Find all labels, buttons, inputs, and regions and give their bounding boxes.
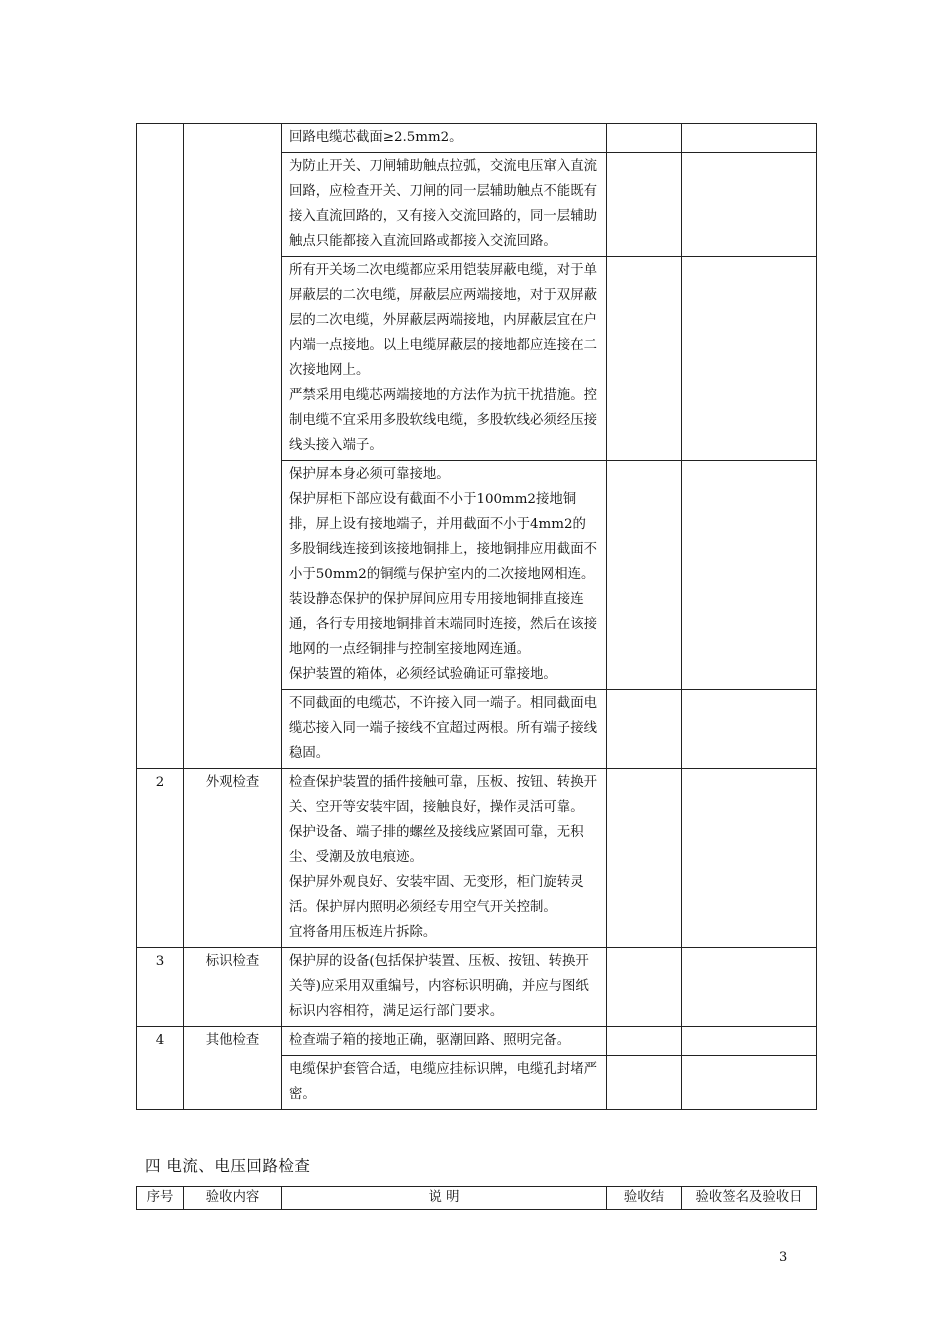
result-cell[interactable] (607, 257, 682, 461)
signature-cell[interactable] (682, 153, 817, 257)
signature-cell[interactable] (682, 124, 817, 153)
table-row (137, 948, 817, 1027)
item-description (282, 153, 607, 257)
signature-cell[interactable] (682, 1056, 817, 1110)
signature-cell[interactable] (682, 769, 817, 948)
item-number (137, 124, 184, 769)
description-paragraph: 保护屏外观良好、安装牢固、无变形，柜门旋转灵活。保护屏内照明必须经专用空气开关控制。 (289, 875, 584, 915)
result-cell[interactable] (607, 769, 682, 948)
signature-cell[interactable] (682, 1027, 817, 1056)
result-cell[interactable] (607, 153, 682, 257)
item-description (282, 690, 607, 769)
signature-cell[interactable] (682, 257, 817, 461)
description-paragraph: 检查端子箱的接地正确，驱潮回路、照明完备。 (289, 1033, 571, 1048)
item-description (282, 124, 607, 153)
item-description (282, 948, 607, 1027)
description-paragraph: 电缆保护套管合适，电缆应挂标识牌，电缆孔封堵严密。 (289, 1062, 597, 1102)
table-row (137, 1027, 817, 1056)
description-paragraph: 检查保护装置的插件接触可靠，压板、按钮、转换开关、空开等安装牢固，接触良好，操作灵活可靠。 (289, 775, 597, 815)
description-paragraph: 不同截面的电缆芯，不许接入同一端子。相同截面电缆芯接入同一端子接线不宜超过两根。所有端子接线稳固。 (289, 696, 597, 761)
page-number: 3 (779, 1250, 788, 1265)
header-signature: 验收签名及验收日 (682, 1187, 817, 1210)
signature-cell[interactable] (682, 690, 817, 769)
header-no: 序号 (137, 1187, 184, 1210)
signature-cell[interactable] (682, 461, 817, 690)
table-row (137, 124, 817, 153)
description-paragraph: 回路电缆芯截面≥2.5mm2。 (289, 130, 463, 145)
header-content: 验收内容 (184, 1187, 282, 1210)
description-paragraph: 严禁采用电缆芯两端接地的方法作为抗干扰措施。控制电缆不宜采用多股软线电缆，多股软线必须经压接线头接入端子。 (289, 388, 597, 453)
header-description: 说 明 (282, 1187, 607, 1210)
section-header-table (136, 1186, 817, 1210)
description-paragraph: 宜将备用压板连片拆除。 (289, 925, 437, 940)
signature-cell[interactable] (682, 948, 817, 1027)
checklist-body (137, 124, 817, 1110)
result-cell[interactable] (607, 1027, 682, 1056)
section-title: 四 电流、电压回路检查 (145, 1157, 311, 1175)
item-name: 外观检查 (184, 769, 282, 948)
description-paragraph: 保护设备、端子排的螺丝及接线应紧固可靠，无积尘、受潮及放电痕迹。 (289, 825, 584, 865)
item-description (282, 1056, 607, 1110)
item-description (282, 769, 607, 948)
item-number: 4 (137, 1027, 184, 1110)
item-description (282, 461, 607, 690)
description-paragraph: 所有开关场二次电缆都应采用铠装屏蔽电缆，对于单屏蔽层的二次电缆，屏蔽层应两端接地，对于双屏蔽层的二次电缆，外屏蔽层两端接地，内屏蔽层宜在户内端一点接地。以上电缆屏蔽层的接地都应连接在二次接地网上。 (289, 263, 597, 378)
header-result: 验收结 (607, 1187, 682, 1210)
item-number: 2 (137, 769, 184, 948)
result-cell[interactable] (607, 948, 682, 1027)
item-name (184, 124, 282, 769)
description-paragraph: 保护屏的设备(包括保护装置、压板、按钮、转换开关等)应采用双重编号，内容标识明确，并应与图纸标识内容相符，满足运行部门要求。 (289, 954, 589, 1019)
result-cell[interactable] (607, 124, 682, 153)
description-paragraph: 保护装置的箱体，必须经试验确证可靠接地。 (289, 667, 557, 682)
checklist-table (136, 123, 817, 1110)
header-row (137, 1187, 817, 1210)
description-paragraph: 保护屏本身必须可靠接地。 (289, 467, 450, 482)
table-row (137, 769, 817, 948)
item-description (282, 1027, 607, 1056)
result-cell[interactable] (607, 461, 682, 690)
description-paragraph: 为防止开关、刀闸辅助触点拉弧，交流电压窜入直流回路，应检查开关、刀闸的同一层辅助触点不能既有接入直流回路的，又有接入交流回路的，同一层辅助触点只能都接入直流回路或都接入交流回路。 (289, 159, 597, 249)
result-cell[interactable] (607, 1056, 682, 1110)
description-paragraph: 保护屏柜下部应设有截面不小于100mm2接地铜排，屏上设有接地端子，并用截面不小于4mm2的多股铜线连接到该接地铜排上，接地铜排应用截面不小于50mm2的铜缆与保护室内的二次接地网相连。装设静态保护的保护屏间应用专用接地铜排直接连通，各行专用接地铜排首末端同时连接，然后在该接地网的一点经铜排与控制室接地网连通。 (289, 492, 597, 657)
item-number: 3 (137, 948, 184, 1027)
result-cell[interactable] (607, 690, 682, 769)
item-name: 标识检查 (184, 948, 282, 1027)
item-description (282, 257, 607, 461)
item-name: 其他检查 (184, 1027, 282, 1110)
